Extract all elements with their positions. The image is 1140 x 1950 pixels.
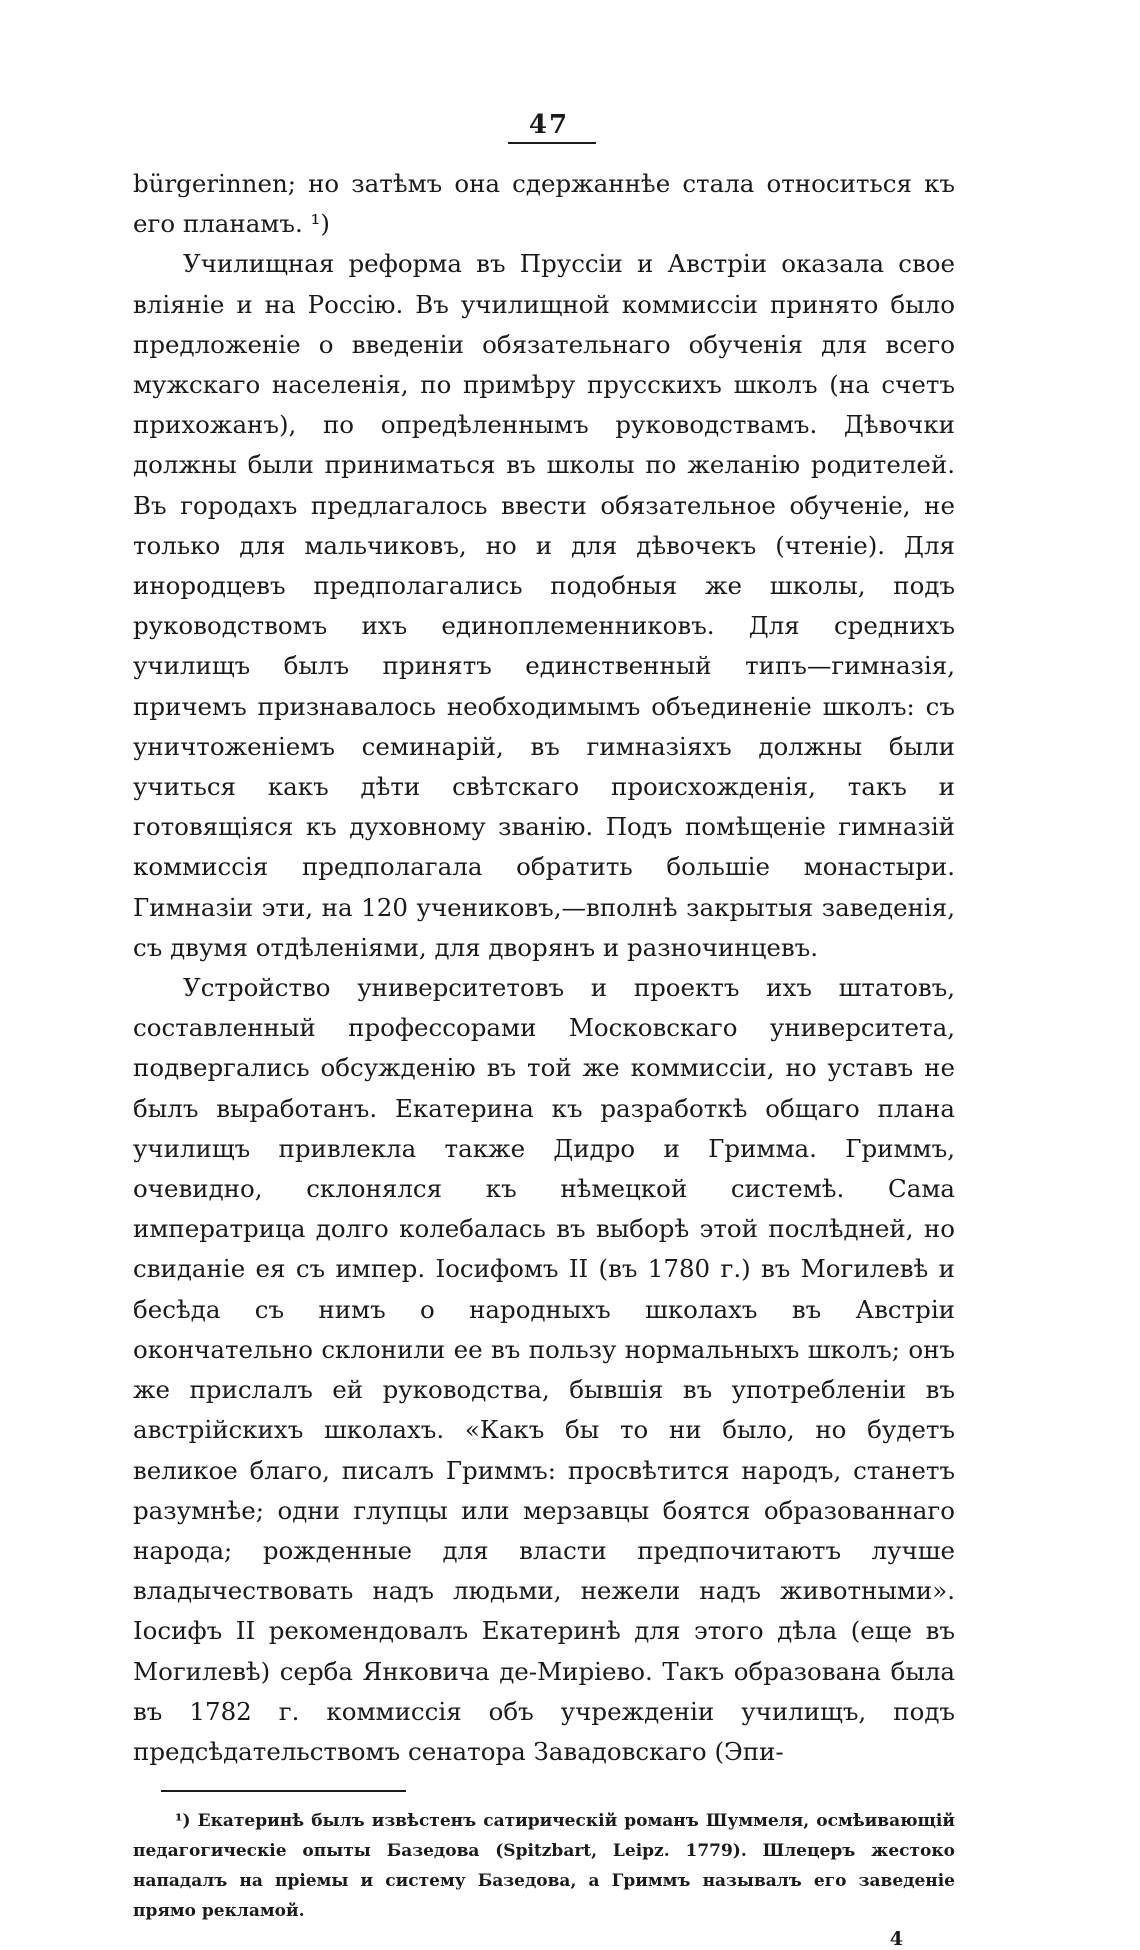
footnote-marker: ¹) <box>175 1811 191 1832</box>
footnote-rule <box>161 1790 406 1792</box>
footnote <box>133 1806 955 1926</box>
footnote-text: Екатеринѣ былъ извѣстенъ сатирическій романъ Шуммеля, осмѣивающій педагогическіе опыты Базедова (Spitzbart, Leipz. 1779). Шлецеръ жестоко нападалъ на пріемы и систему Базедова, а Гриммъ называлъ его заведеніе прямо рекламой. <box>133 1811 955 1922</box>
document-page <box>133 110 955 1950</box>
page-number-rule <box>508 142 596 144</box>
body-text <box>133 164 955 1772</box>
paragraph-school-reform: Училищная реформа въ Пруссіи и Австріи оказала свое вліяніе и на Россію. Въ училищной коммиссіи принято было предложеніе о введеніи обязательнаго обученія для всего мужскаго населенія, по примѣру прусскихъ школъ (на счетъ прихожанъ), по опредѣленнымъ руководствамъ. Дѣвочки должны были приниматься въ школы по желанію родителей. Въ городахъ предлагалось ввести обязательное обученіе, не только для мальчиковъ, но и для дѣвочекъ (чтеніе). Для инородцевъ предполагались подобныя же школы, подъ руководствомъ ихъ единоплеменниковъ. Для среднихъ училищъ былъ принятъ единственный типъ—гимназія, причемъ признавалось необходимымъ объединеніе школъ: съ уничтоженіемъ семинарій, въ гимназіяхъ должны были учиться какъ дѣти свѣтскаго происхожденія, такъ и готовящіяся къ духовному званію. Подъ помѣщеніе гимназій коммиссія предполагала обратить большіе монастыри. Гимназіи эти, на 120 учениковъ,—вполнѣ закрытыя заведенія, съ двумя отдѣленіями, для дворянъ и разночинцевъ. <box>133 249 955 962</box>
page-number: 47 <box>528 110 570 140</box>
signature-mark: 4 <box>889 1928 903 1950</box>
paragraph-universities: Устройство университетовъ и проектъ ихъ штатовъ, составленный профессорами Московскаго университета, подвергались обсужденію въ той же коммиссіи, но уставъ не былъ выработанъ. Екатерина къ разработкѣ общаго плана училищъ привлекла также Дидро и Гримма. Гриммъ, очевидно, склонялся къ нѣмецкой системѣ. Сама императрица долго колебалась въ выборѣ этой послѣдней, но свиданіе ея съ импер. Іосифомъ II (въ 1780 г.) въ Могилевѣ и бесѣда съ нимъ о народныхъ школахъ въ Австріи окончательно склонили ее въ пользу нормальныхъ школъ; онъ же прислалъ ей руководства, бывшія въ употребленіи въ австрійскихъ школахъ. «Какъ бы то ни было, но будетъ великое благо, писалъ Гриммъ: просвѣтится народъ, станетъ разумнѣе; одни глупцы или мерзавцы боятся образованнаго народа; рожденные для власти предпочитаютъ лучше владычествовать надъ людьми, нежели надъ животными». Іосифъ II рекомендовалъ Екатеринѣ для этого дѣла (еще въ Могилевѣ) серба Янковича де-Миріево. Такъ образована была въ 1782 г. коммиссія объ учрежденіи училищъ, подъ предсѣдательствомъ сенатора Завадовскаго (Эпи- <box>133 973 955 1766</box>
paragraph-continuation: bürgerinnen; но затѣмъ она сдержаннѣе стала относиться къ его планамъ. ¹) <box>133 169 955 239</box>
